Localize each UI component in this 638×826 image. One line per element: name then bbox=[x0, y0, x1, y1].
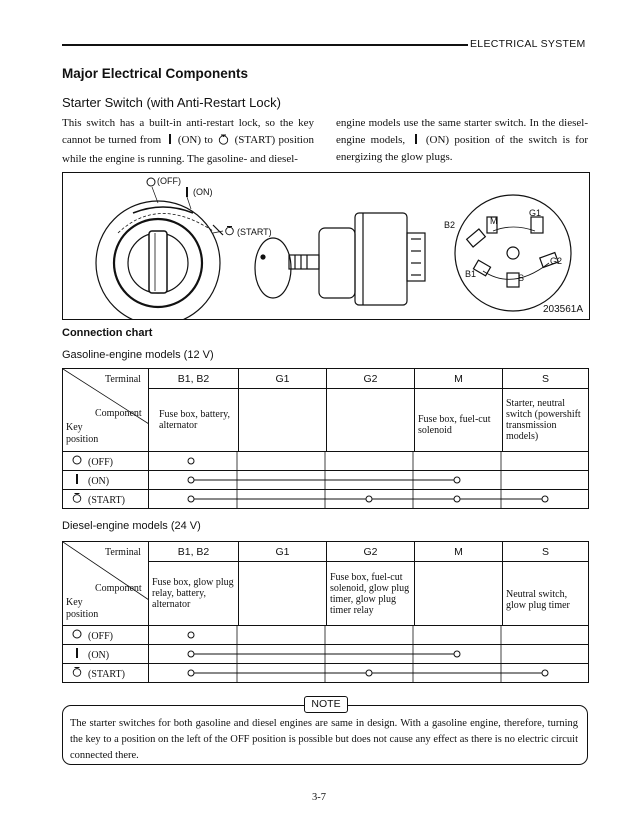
terminal-label-g2: G2 bbox=[550, 256, 563, 266]
start-icon bbox=[66, 666, 88, 680]
position-off bbox=[63, 626, 149, 645]
header-g2: G2 bbox=[327, 369, 415, 389]
component-s: Starter, neutral switch (powershift transmission models) bbox=[503, 389, 589, 452]
connection-off bbox=[149, 626, 589, 644]
component-b1b2: Fuse box, glow plug relay, battery, alternator bbox=[149, 562, 239, 626]
corner-terminal: Terminal bbox=[105, 374, 141, 385]
header-b1b2: B1, B2 bbox=[149, 369, 239, 389]
page-number: 3-7 bbox=[312, 792, 326, 803]
header-g1: G1 bbox=[239, 542, 327, 562]
corner-key: Key bbox=[66, 597, 83, 608]
connection-on bbox=[149, 645, 589, 663]
component-b1b2: Fuse box, battery, alternator bbox=[149, 389, 239, 452]
component-s: Neutral switch, glow plug timer bbox=[503, 562, 589, 626]
gasoline-connection-table bbox=[62, 368, 589, 509]
switch-row-on bbox=[149, 471, 589, 490]
corner-terminal: Terminal bbox=[105, 547, 141, 558]
terminal-label-s: S bbox=[518, 273, 525, 283]
on-icon bbox=[415, 134, 417, 144]
switch-row-start bbox=[149, 664, 589, 683]
position-start bbox=[63, 664, 149, 683]
table-corner bbox=[63, 369, 149, 452]
component-g1 bbox=[239, 389, 327, 452]
corner-key: Key bbox=[66, 422, 83, 433]
intro-text: (START) position while the engine is running. The gasoline- and diesel- bbox=[62, 134, 314, 165]
connection-start bbox=[149, 490, 589, 508]
header-s: S bbox=[503, 369, 589, 389]
component-g2 bbox=[327, 389, 415, 452]
terminal-label-b2: B2 bbox=[444, 220, 456, 230]
intro-col2 bbox=[336, 115, 588, 166]
position-on bbox=[63, 471, 149, 490]
start-icon bbox=[66, 492, 88, 506]
position-label: (START) bbox=[88, 495, 125, 506]
corner-position: position bbox=[66, 609, 99, 620]
position-label: (OFF) bbox=[88, 456, 114, 468]
component-g2: Fuse box, fuel-cut solenoid, glow plug timer, glow plug timer relay bbox=[327, 562, 415, 626]
header-b1b2: B1, B2 bbox=[149, 542, 239, 562]
figure-label-on: (ON) bbox=[193, 187, 213, 197]
section-title: ELECTRICAL SYSTEM bbox=[470, 38, 586, 50]
position-on bbox=[63, 645, 149, 664]
position-label: (ON) bbox=[88, 649, 110, 661]
switch-row-start bbox=[149, 490, 589, 509]
terminal-label-g1: G1 bbox=[529, 208, 542, 218]
figure-id: 203561A bbox=[542, 304, 583, 315]
component-m: Fuse box, fuel-cut solenoid bbox=[415, 389, 503, 452]
position-label: (ON) bbox=[88, 475, 110, 487]
header-g1: G1 bbox=[239, 369, 327, 389]
diesel-connection-table bbox=[62, 541, 589, 683]
diesel-title: Diesel-engine models (24 V) bbox=[62, 520, 201, 532]
off-icon bbox=[66, 455, 88, 468]
note-text: The starter switches for both gasoline and diesel engines are same in design. With a gasoline engine, therefore, turning the key to a position on the left of the OFF position is possible but does not cause any effect as there is no electric circuit connected there. bbox=[70, 718, 578, 761]
header-m: M bbox=[415, 369, 503, 389]
header-rule bbox=[62, 44, 468, 46]
position-start bbox=[63, 490, 149, 509]
intro-col1 bbox=[62, 115, 314, 168]
position-label: (OFF) bbox=[88, 630, 114, 642]
connection-off bbox=[149, 452, 589, 470]
corner-component: Component bbox=[95, 583, 142, 594]
connection-chart-title: Connection chart bbox=[62, 327, 153, 339]
off-icon bbox=[66, 629, 88, 642]
starter-switch-figure bbox=[62, 172, 590, 320]
component-g1 bbox=[239, 562, 327, 626]
on-icon bbox=[169, 134, 171, 144]
on-icon bbox=[66, 648, 88, 661]
switch-illustration bbox=[63, 173, 589, 319]
intro-text: This switch has a built-in anti-restart lock, so the key cannot be turned from bbox=[62, 117, 314, 146]
start-icon bbox=[218, 133, 229, 151]
table-corner bbox=[63, 542, 149, 626]
intro-text: (ON) position of the switch is for energizing the glow plugs. bbox=[336, 134, 589, 163]
subtitle: Starter Switch (with Anti-Restart Lock) bbox=[62, 95, 281, 110]
corner-position: position bbox=[66, 434, 99, 445]
switch-row-off bbox=[149, 452, 589, 471]
gasoline-title: Gasoline-engine models (12 V) bbox=[62, 349, 214, 361]
corner-component: Component bbox=[95, 408, 142, 419]
intro-text: (ON) to bbox=[177, 134, 213, 146]
header-m: M bbox=[415, 542, 503, 562]
figure-label-off: (OFF) bbox=[157, 176, 181, 186]
header-g2: G2 bbox=[327, 542, 415, 562]
header-s: S bbox=[503, 542, 589, 562]
terminal-label-b1: B1 bbox=[465, 269, 477, 279]
position-off bbox=[63, 452, 149, 471]
intro-text: engine models use the same starter switch. In the diesel-engine models, bbox=[336, 117, 588, 146]
switch-row-on bbox=[149, 645, 589, 664]
component-m bbox=[415, 562, 503, 626]
position-label: (START) bbox=[88, 669, 125, 680]
terminal-label-m: M bbox=[490, 216, 498, 226]
page-title: Major Electrical Components bbox=[62, 66, 249, 81]
figure-label-start: (START) bbox=[237, 227, 272, 237]
on-icon bbox=[66, 474, 88, 487]
connection-start bbox=[149, 664, 589, 682]
connection-on bbox=[149, 471, 589, 489]
switch-row-off bbox=[149, 626, 589, 645]
note-label: NOTE bbox=[304, 696, 348, 713]
